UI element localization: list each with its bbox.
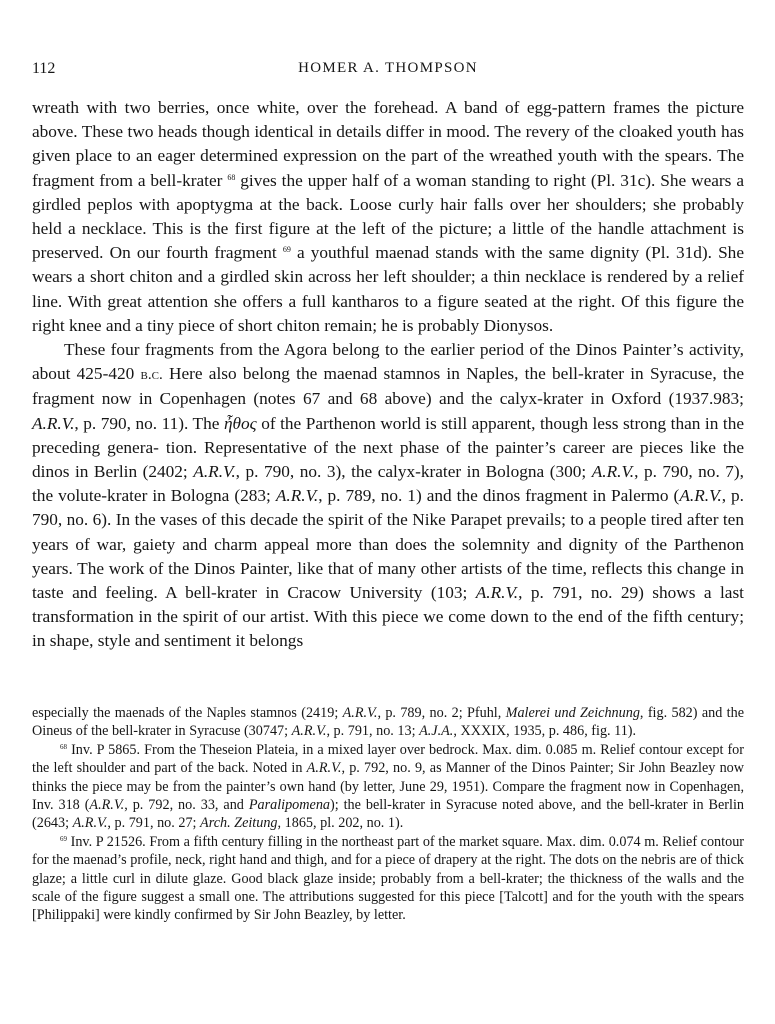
bc-abbreviation: b.c. <box>140 367 163 384</box>
footnote-text: ); the bell-krater in Syracuse noted above, and the bell-krater in Berlin (2643; <box>32 797 744 832</box>
footnote-text: , p. 791, no. 27; <box>107 815 197 832</box>
journal-title: A.J.A. <box>419 723 454 740</box>
arv-citation: A.R.V. <box>193 462 236 482</box>
paragraph-text: Here also belong the maenad stamnos in Naples, the bell-krater in Syracuse, the fragment now in Copenhagen (notes 67 and 68 above) and the calyx-krater in Oxford (1937.983; <box>32 364 745 409</box>
paragraph-text: , p. 790, no. 7), the volute-krater in Bologna (283; <box>32 462 744 506</box>
footnote-text: Inv. P 21526. From a fifth century filling in the northeast part of the market square. Max. dim. 0.074 m. Relief contour for the maenad’s profile, neck, right hand and thigh, and for a piece of drapery at the right. The dots on the nebris are of thick glaze; a little curl in dilute glaze. Good black glaze inside; probably from a bell-krater; the thickness of the walls and the scale of the figure suggest a small one. The attributions suggested for this piece [Talcott] and for the youth with the spears [Philippaki] were kindly confirmed by Sir John Beazley, by letter. <box>32 833 745 924</box>
running-title: HOMER A. THOMPSON <box>298 60 478 76</box>
footnote-number: 68 <box>60 742 67 751</box>
paragraph-text: These four fragments from the Agora belong to the earlier period of the Dinos Painter’s activity, about 425-420 <box>32 340 744 384</box>
footnote-text: , p. 791, no. 13; <box>326 723 416 740</box>
arv-citation: A.R.V. <box>32 413 75 433</box>
footnotes <box>32 704 744 925</box>
footnote-text: , p. 789, no. 2; Pfuhl, <box>377 705 502 721</box>
book-title: Malerei und Zeichnung <box>505 705 640 721</box>
paragraph-text: , p. 790, no. 3), the calyx-krater in Bologna (300; <box>235 462 587 482</box>
arv-citation: A.R.V. <box>342 705 378 721</box>
footnote-text: , 1865, pl. 202, no. 1). <box>277 815 404 832</box>
arv-citation: A.R.V. <box>89 797 125 814</box>
arv-citation: A.R.V. <box>679 486 722 506</box>
book-title: Paralipomena <box>248 797 331 814</box>
footnote-ref-68[interactable]: 68 <box>227 172 236 182</box>
paragraph-text: a youthful maenad stands with the same dignity (Pl. 31d). She wears a short chiton and a girdled skin across her left shoulder; a thin necklace is rendered by a relief line. With great attention she offers a full kantharos to a figure seated at the right. Of this figure the right knee and a tiny piece of short chiton remain; he is probably Dionysos. <box>32 243 744 335</box>
paragraph-text: , p. 791, no. 29) shows a last transformation in the spirit of our artist. With this piece we come down to the end of the fifth century; in shape, style and sentiment it belongs <box>32 583 744 651</box>
footnote-text: , XXXIX, 1935, p. 486, fig. 11). <box>453 723 637 740</box>
paragraph-text: , p. 790, no. 11). The <box>74 413 220 433</box>
paragraph-text: wreath with two berries, once white, over the forehead. A band of egg-pattern frames the picture above. These two heads though identical in details differ in mood. The revery of the cloaked youth has given place to an eager determined expression on the part of the wreathed youth with the spears. The fragment from a bell-krater <box>32 98 744 190</box>
footnote-ref-69[interactable]: 69 <box>282 245 291 255</box>
footnote-69 <box>32 833 744 925</box>
arv-citation: A.R.V. <box>475 583 519 603</box>
arv-citation: A.R.V. <box>591 462 635 482</box>
arv-citation: A.R.V. <box>275 486 319 506</box>
footnote-text: , p. 792, no. 33, and <box>124 797 244 814</box>
arv-citation: A.R.V. <box>291 723 327 740</box>
paragraph-text: , p. 790, no. 6). In the vases of this decade the spirit of the Nike Parapet prevails; to a people tired after ten years of war, gaiety and charm appeal more than does the solemnity and dignity of the Parthenon years. The work of the Dinos Painter, like that of many other artists of the time, reflects this change in taste and feeling. A bell-krater in Cracow University (103; <box>32 486 745 603</box>
footnote-text: especially the maenads of the Naples stamnos (2419; <box>32 705 339 721</box>
footnote-number: 69 <box>60 834 67 843</box>
footnote-continuation <box>32 704 744 741</box>
arv-citation: A.R.V. <box>306 760 342 777</box>
paragraph-text: gives the upper half of a woman standing to right (Pl. 31c). She wears a girdled peplos with apoptygma at the back. Loose curly hair falls over her shoulders; she probably held a necklace. This is the first figure at the left of the picture; a little of the handle attachment is preserved. On our fourth fragment <box>32 170 744 263</box>
running-head <box>32 60 744 84</box>
journal-title: Arch. Zeitung <box>200 815 278 832</box>
page-number: 112 <box>32 60 56 77</box>
arv-citation: A.R.V. <box>72 815 108 832</box>
body-text <box>32 96 744 654</box>
paragraph-text: , p. 789, no. 1) and the dinos fragment in Palermo ( <box>318 486 680 506</box>
paragraph-text: of the Parthenon world is still apparent, though less strong than in the preceding genera- tion. Representative of the next phase of the painter’s career are pieces like the dinos in Berlin (2402; <box>32 413 745 482</box>
greek-word: ἦθος <box>223 413 257 433</box>
footnote-text: , p. 792, no. 9, as Manner of the Dinos Painter; Sir John Beazley now thinks the piece may be from the painter’s own hand (by letter, June 29, 1951). Compare the fragment now in Copenhagen, Inv. 318 ( <box>32 760 744 814</box>
footnote-68 <box>32 741 744 833</box>
body-paragraph-2 <box>32 338 744 654</box>
footnote-text: , fig. 582) and the Oineus of the bell-krater in Syracuse (30747; <box>32 705 745 740</box>
body-paragraph-1 <box>32 96 744 338</box>
footnote-text: Inv. P 5865. From the Theseion Plateia, in a mixed layer over bedrock. Max. dim. 0.085 m. Relief contour except for the left shoulder and part of the back. Noted in <box>32 741 744 777</box>
